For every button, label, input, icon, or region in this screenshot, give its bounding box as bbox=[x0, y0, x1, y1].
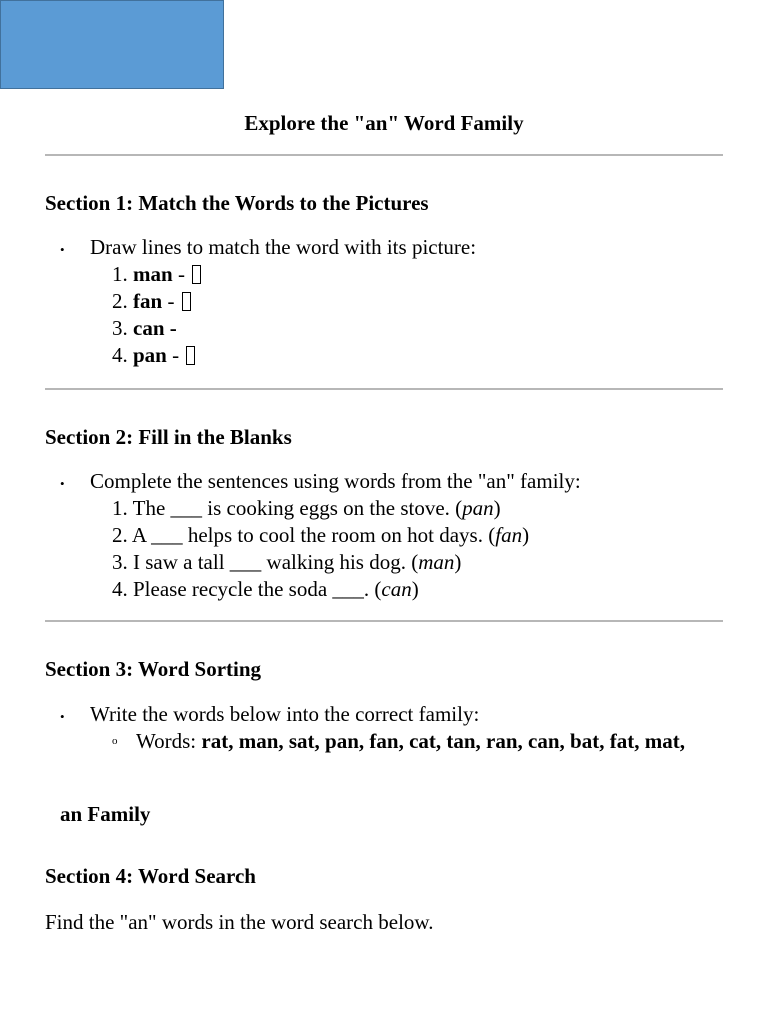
section-2-heading: Section 2: Fill in the Blanks bbox=[45, 425, 292, 449]
list-item: 4. pan - bbox=[112, 342, 201, 369]
section-3-heading: Section 3: Word Sorting bbox=[45, 657, 262, 681]
divider bbox=[45, 388, 723, 390]
answer-hint: man bbox=[418, 550, 455, 574]
section-4-heading: Section 4: Word Search bbox=[45, 864, 256, 888]
bullet-icon: • bbox=[60, 475, 65, 491]
match-word: pan bbox=[133, 343, 167, 367]
words-list: rat, man, sat, pan, fan, cat, tan, ran, can, bat, fat, mat, bbox=[201, 729, 685, 753]
answer-hint: fan bbox=[495, 523, 523, 547]
section-4-body: Find the "an" words in the word search below. bbox=[45, 910, 434, 934]
section-2-list bbox=[112, 495, 529, 603]
list-item: 2. A ___ helps to cool the room on hot days. (fan) bbox=[112, 523, 530, 547]
header-logo-box bbox=[0, 0, 224, 89]
match-word: man bbox=[133, 262, 173, 286]
section-3-instruction bbox=[60, 701, 479, 730]
word-list-item bbox=[112, 728, 702, 755]
section-1-heading: Section 1: Match the Words to the Pictures bbox=[45, 191, 429, 215]
list-item: 3. can - bbox=[112, 316, 177, 340]
missing-picture-icon bbox=[182, 292, 191, 311]
match-word: can bbox=[133, 316, 165, 340]
words-label: Words: bbox=[136, 729, 202, 753]
bullet-icon: • bbox=[60, 241, 65, 257]
divider bbox=[45, 620, 723, 622]
list-item: 1. The ___ is cooking eggs on the stove. (pan) bbox=[112, 496, 501, 520]
section-3-instruction-text: Write the words below into the correct family: bbox=[90, 702, 480, 726]
list-item: 4. Please recycle the soda ___. (can) bbox=[112, 577, 419, 601]
section-1-instruction bbox=[60, 234, 476, 263]
list-item: 2. fan - bbox=[112, 288, 201, 315]
section-2-instruction bbox=[60, 468, 581, 497]
missing-picture-icon bbox=[192, 265, 201, 284]
circle-bullet-icon: o bbox=[112, 735, 118, 747]
section-2-instruction-text: Complete the sentences using words from the "an" family: bbox=[90, 469, 581, 493]
divider bbox=[45, 154, 723, 156]
an-family-label: an Family bbox=[60, 802, 151, 826]
document-title: Explore the "an" Word Family bbox=[244, 111, 524, 135]
answer-hint: pan bbox=[462, 496, 494, 520]
missing-picture-icon bbox=[186, 346, 195, 365]
answer-hint: can bbox=[381, 577, 412, 601]
section-1-instruction-text: Draw lines to match the word with its picture: bbox=[90, 235, 477, 259]
list-item: 3. I saw a tall ___ walking his dog. (man) bbox=[112, 550, 462, 574]
match-word: fan bbox=[133, 289, 163, 313]
bullet-icon: • bbox=[60, 708, 65, 724]
section-1-list bbox=[112, 261, 201, 369]
list-item: 1. man - bbox=[112, 261, 201, 288]
